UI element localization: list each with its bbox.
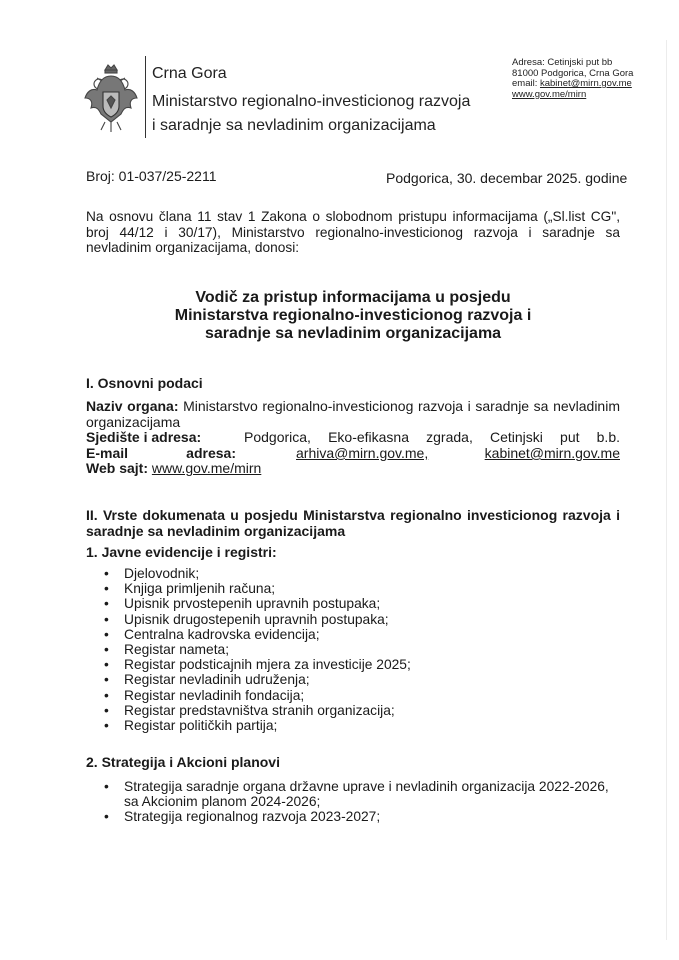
title-line2: Ministarstva regionalno-investicionog razvoja i bbox=[174, 307, 532, 324]
sjediste-row bbox=[86, 430, 620, 446]
list-item: • Strategija regionalnog razvoja 2023-2027; bbox=[104, 809, 624, 824]
list-item: • Knjiga primljenih računa; bbox=[104, 581, 604, 596]
web-row bbox=[86, 461, 620, 477]
address-web-link[interactable]: www.gov.me/mirn bbox=[512, 88, 587, 100]
list-item: • Upisnik drugostepenih upravnih postupaka; bbox=[104, 612, 604, 627]
subsection1-heading: 1. Javne evidencije i registri: bbox=[86, 544, 277, 560]
document-title bbox=[86, 289, 620, 343]
list-item: • Strategija saradnje organa državne uprave i nevladinih organizacija 2022-2026, sa Akcionim planom 2024-2026; bbox=[104, 779, 624, 809]
list-item: • Registar nameta; bbox=[104, 642, 604, 657]
document-number: Broj: 01-037/25-2211 bbox=[86, 168, 217, 184]
address-street: Adresa: Cetinjski put bb bbox=[512, 57, 613, 68]
ministry-name-line1: Ministarstvo regionalno-investicionog razvoja bbox=[152, 93, 471, 110]
sjediste-label: Sjedište i adresa: bbox=[86, 429, 202, 445]
country-name: Crna Gora bbox=[152, 65, 227, 82]
email-archive-link[interactable]: arhiva@mirn.gov.me, bbox=[296, 445, 429, 461]
title-line3: saradnje sa nevladinim organizacijama bbox=[204, 325, 502, 342]
list-item: • Upisnik prvostepenih upravnih postupaka; bbox=[104, 596, 604, 611]
list-item: • Registar podsticajnih mjera za investicije 2025; bbox=[104, 657, 604, 672]
sjediste-value: Podgorica, Eko-efikasna zgrada, Cetinjski put b.b. bbox=[244, 429, 620, 445]
list-item: • Registar nevladinih udruženja; bbox=[104, 672, 604, 687]
title-line1: Vodič za pristup informacijama u posjedu bbox=[195, 289, 511, 306]
section2-heading: II. Vrste dokumenata u posjedu Ministarstva regionalno investicionog razvoja i saradnje sa nevladinim organizacijama bbox=[86, 507, 620, 539]
email-label: E-mail adresa: bbox=[86, 445, 236, 461]
address-email-link[interactable]: kabinet@mirn.gov.me bbox=[539, 78, 632, 89]
address-email-label: email: bbox=[512, 78, 540, 89]
list-item: • Registar predstavništva stranih organizacija; bbox=[104, 703, 604, 718]
strategies-list bbox=[104, 779, 624, 825]
email-cabinet-link[interactable]: kabinet@mirn.gov.me bbox=[484, 445, 620, 461]
naziv-value: Ministarstvo regionalno-investicionog razvoja i saradnje sa nevladinim organizacijama bbox=[86, 398, 620, 430]
montenegro-coat-of-arms-icon bbox=[83, 62, 139, 136]
naziv-label: Naziv organa: bbox=[86, 398, 179, 414]
list-item: • Djelovodnik; bbox=[104, 566, 604, 581]
intro-paragraph: Na osnovu člana 11 stav 1 Zakona o slobodnom pristupu informacijama („Sl.list CG", broj 44/12 i 30/17), Ministarstvo regionalno-investicionog razvoja i saradnje sa nevladinim organizacijama, donosi: bbox=[86, 209, 620, 255]
email-values bbox=[236, 446, 620, 462]
web-link[interactable]: www.gov.me/mirn bbox=[151, 460, 262, 476]
section1-heading: I. Osnovni podaci bbox=[86, 375, 203, 391]
header-divider bbox=[145, 56, 146, 138]
ministry-name-line2: i saradnje sa nevladinim organizacijama bbox=[152, 117, 436, 134]
web-label: Web sajt: bbox=[86, 460, 148, 476]
scan-edge bbox=[666, 40, 667, 940]
list-item: • Registar političkih partija; bbox=[104, 718, 604, 733]
naziv-organa bbox=[86, 399, 620, 430]
list-item: • Centralna kadrovska evidencija; bbox=[104, 627, 604, 642]
list-item: • Registar nevladinih fondacija; bbox=[104, 688, 604, 703]
registers-list bbox=[104, 566, 604, 733]
address-block bbox=[512, 58, 672, 100]
document-date: Podgorica, 30. decembar 2025. godine bbox=[386, 170, 628, 186]
address-city: 81000 Podgorica, Crna Gora bbox=[512, 67, 634, 79]
sjediste-label-wrap bbox=[86, 430, 228, 446]
subsection2-heading: 2. Strategija i Akcioni planovi bbox=[86, 754, 280, 770]
